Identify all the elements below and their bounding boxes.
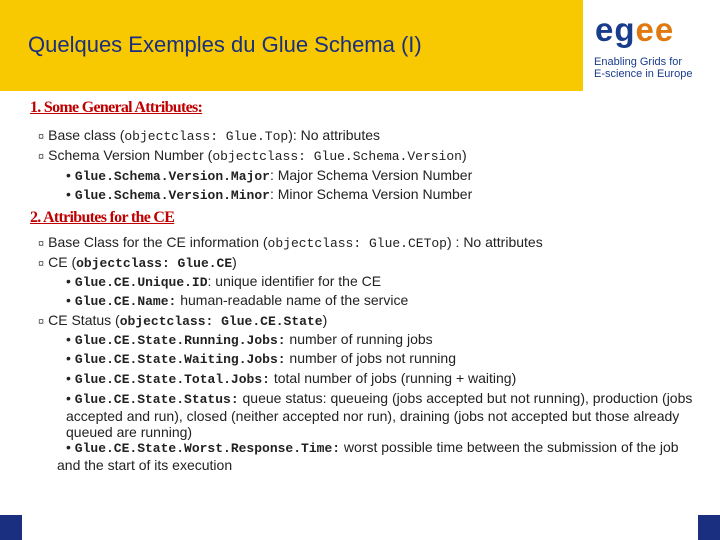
footer-corner-left [0,515,22,540]
bullet-icon: ¤ [38,151,45,163]
egee-logo [583,0,720,91]
footer-corner-right [698,515,720,540]
list-subitem: • Glue.CE.State.Total.Jobs: total number of jobs (running + waiting) [66,370,517,387]
list-item: ¤ CE Status (objectclass: Glue.CE.State) [38,312,328,329]
logo-wordmark: egee [595,11,675,48]
list-item: ¤ Base class (objectclass: Glue.Top): No attributes [38,127,381,144]
list-subitem: • Glue.CE.Unique.ID: unique identifier for the CE [66,273,382,290]
list-item: ¤ CE (objectclass: Glue.CE) [38,254,237,271]
bullet-icon: ¤ [38,258,45,270]
bullet-icon: ¤ [38,316,45,328]
list-subitem: • Glue.CE.State.Waiting.Jobs: number of jobs not running [66,350,456,367]
title-bar [0,0,583,91]
bullet-icon: ¤ [38,238,45,250]
logo-tagline: Enabling Grids for E-science in Europe [594,56,693,80]
list-item: ¤ Base Class for the CE information (objectclass: Glue.CETop) : No attributes [38,234,543,251]
list-item: ¤ Schema Version Number (objectclass: Glue.Schema.Version) [38,147,467,164]
section-2-heading: 2. Attributes for the CE [30,209,175,226]
list-subitem: • Glue.CE.State.Running.Jobs: number of running jobs [66,331,433,348]
list-subitem: • Glue.CE.Name: human-readable name of the service [66,292,409,309]
list-subitem: • Glue.CE.State.Status: queue status: queueing (jobs accepted but not running), production (jobs accepted and run), closed (neither accepted nor run), draining (jobs not accepted but those already queued are running) [66,390,693,440]
bullet-icon: ¤ [38,131,45,143]
list-subitem: • Glue.Schema.Version.Major: Major Schema Version Number [66,167,473,184]
list-subitem: • Glue.CE.State.Worst.Response.Time: worst possible time between the submission of the job and the start of its execution [57,439,679,473]
list-subitem: • Glue.Schema.Version.Minor: Minor Schema Version Number [66,186,473,203]
slide-title: Quelques Exemples du Glue Schema (I) [28,32,422,57]
section-1-heading: 1. Some General Attributes: [30,99,203,116]
